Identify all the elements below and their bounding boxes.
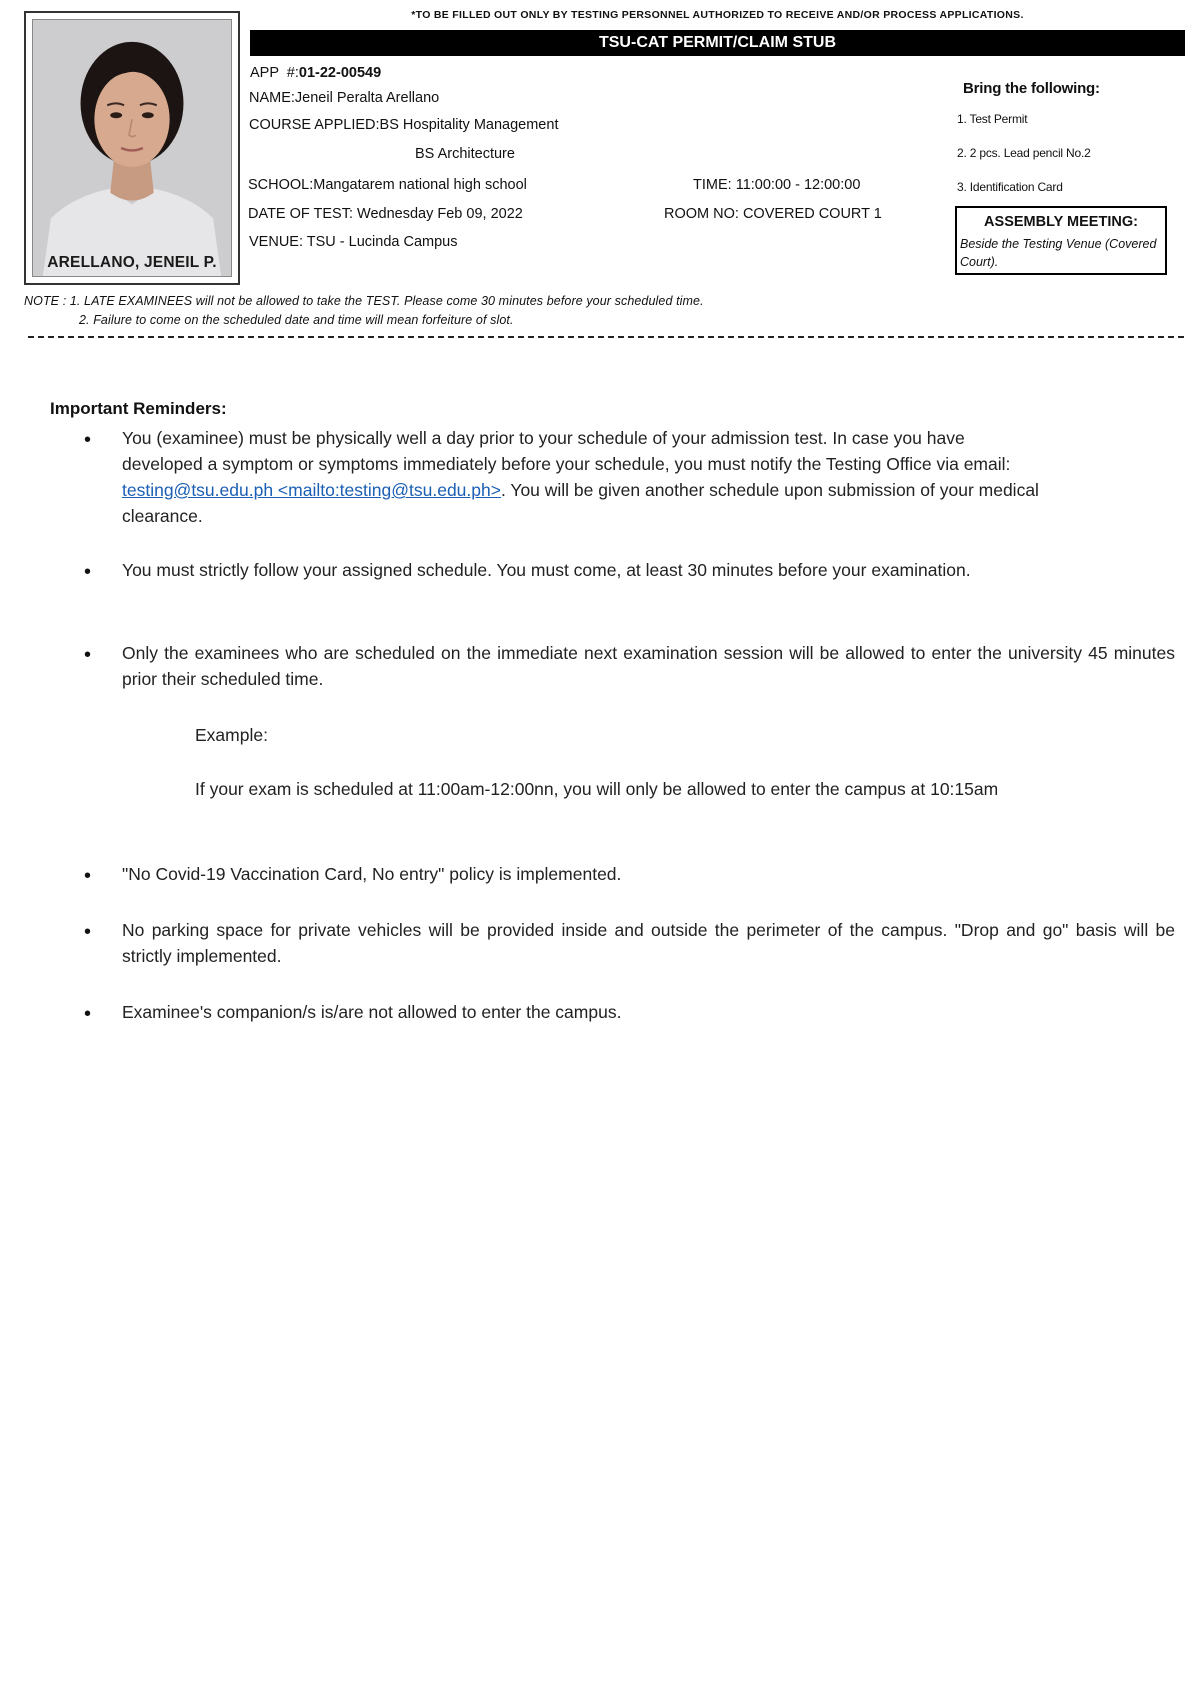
testing-email-link[interactable]: testing@tsu.edu.ph <mailto:testing@tsu.edu.ph> xyxy=(122,480,501,500)
time-label: TIME: xyxy=(693,177,736,193)
school-value: Mangatarem national high school xyxy=(313,177,527,193)
example-label: Example: xyxy=(195,725,268,745)
course-value-1: BS Hospitality Management xyxy=(379,117,559,133)
school-label: SCHOOL: xyxy=(248,177,314,193)
reminder-6: Examinee's companion/s is/are not allowed to enter the campus. xyxy=(122,1002,622,1022)
assembly-meeting-box xyxy=(955,206,1167,275)
name-row xyxy=(249,90,439,106)
date-label: DATE OF TEST: xyxy=(248,206,358,222)
reminder-3: Only the examinees who are scheduled on the immediate next examination session will be allowed to enter the university 45 minutes prior their scheduled time. xyxy=(122,643,1175,689)
assembly-title: ASSEMBLY MEETING: xyxy=(984,214,1138,230)
bullet-icon: • xyxy=(84,865,92,887)
course-label: COURSE APPLIED: xyxy=(249,117,380,133)
applicant-photo xyxy=(32,19,232,277)
assembly-text: Beside the Testing Venue (Covered Court). xyxy=(960,237,1157,269)
permit-title: TSU-CAT PERMIT/CLAIM STUB xyxy=(250,30,1185,56)
name-label: NAME: xyxy=(249,90,295,106)
bring-item-1: 1. Test Permit xyxy=(957,112,1028,126)
applicant-portrait-image xyxy=(33,20,231,276)
reminder-2: You must strictly follow your assigned schedule. You must come, at least 30 minutes before your examination. xyxy=(122,560,971,580)
note-line-2: 2. Failure to come on the scheduled date and time will mean forfeiture of slot. xyxy=(79,313,514,327)
name-value: Jeneil Peralta Arellano xyxy=(294,90,440,106)
time-row xyxy=(693,177,860,193)
example-text: If your exam is scheduled at 11:00am-12:00nn, you will only be allowed to enter the campus at 10:15am xyxy=(195,779,999,799)
reminder-1-text-b: . You will be given another schedule upon submission of your medical clearance. xyxy=(122,480,1039,526)
cut-line-divider xyxy=(28,336,1184,338)
reminder-5: No parking space for private vehicles will be provided inside and outside the perimeter of the campus. "Drop and go" basis will be strictly implemented. xyxy=(122,920,1175,966)
app-number-value: 01-22-00549 xyxy=(298,65,382,81)
date-row xyxy=(248,206,523,222)
bullet-icon: • xyxy=(84,429,92,451)
school-row xyxy=(248,177,527,193)
bring-item-3: 3. Identification Card xyxy=(957,180,1063,194)
bullet-icon: • xyxy=(84,644,92,666)
venue-label: VENUE: xyxy=(249,234,307,250)
bullet-icon: • xyxy=(84,561,92,583)
course-row xyxy=(249,117,558,133)
reminder-1 xyxy=(122,425,1047,529)
bullet-icon: • xyxy=(84,1003,92,1025)
reminder-1-text-a: You (examinee) must be physically well a day prior to your schedule of your admission test. In case you have developed a symptom or symptoms immediately before your schedule, you must notify the Testing Office via email: xyxy=(122,428,1011,474)
room-label: ROOM NO: xyxy=(664,206,743,222)
personnel-notice: *TO BE FILLED OUT ONLY BY TESTING PERSONNEL AUTHORIZED TO RECEIVE AND/OR PROCESS APPLICATIONS. xyxy=(411,9,1024,21)
room-value: COVERED COURT 1 xyxy=(742,206,882,222)
venue-value: TSU - Lucinda Campus xyxy=(306,234,458,250)
time-value: 11:00:00 - 12:00:00 xyxy=(735,177,861,193)
bring-title: Bring the following: xyxy=(963,80,1100,97)
date-value: Wednesday Feb 09, 2022 xyxy=(357,206,523,222)
photo-caption: ARELLANO, JENEIL P. xyxy=(47,254,217,271)
applicant-photo-frame xyxy=(24,11,240,285)
room-row xyxy=(664,206,882,222)
note-line-1: NOTE : 1. LATE EXAMINEES will not be allowed to take the TEST. Please come 30 minutes before your scheduled time. xyxy=(24,294,704,308)
app-number-row xyxy=(250,65,381,81)
reminders-title: Important Reminders: xyxy=(50,399,227,418)
course-value-2: BS Architecture xyxy=(415,146,515,162)
venue-row xyxy=(249,234,457,250)
app-number-label: APP #: xyxy=(250,65,299,81)
reminder-4: "No Covid-19 Vaccination Card, No entry" policy is implemented. xyxy=(122,864,622,884)
bullet-icon: • xyxy=(84,921,92,943)
bring-item-2: 2. 2 pcs. Lead pencil No.2 xyxy=(957,146,1091,160)
